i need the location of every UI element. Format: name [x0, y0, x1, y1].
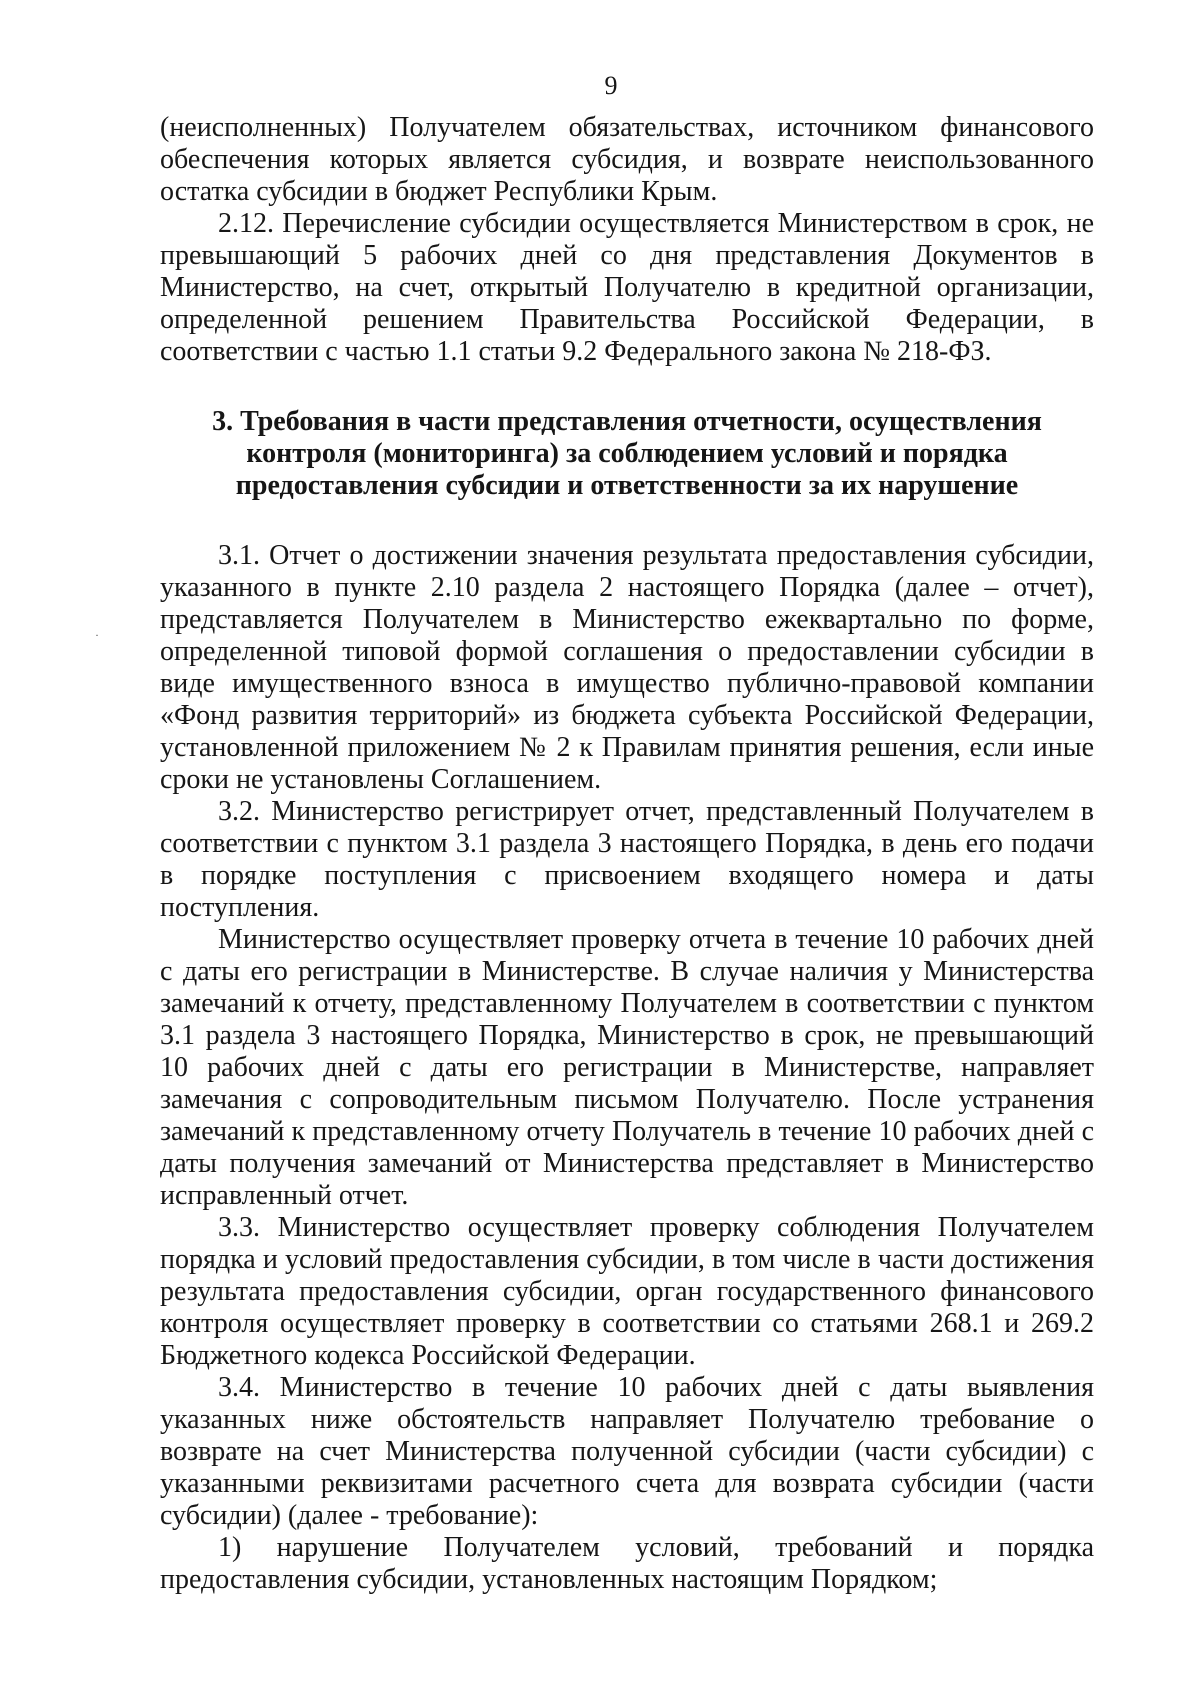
- list-item-1: 1) нарушение Получателем условий, требований и порядка предоставления субсидии, установленных настоящим Порядком;: [160, 1532, 1094, 1595]
- paragraph-3-3: 3.3. Министерство осуществляет проверку соблюдения Получателем порядка и условий предоставления субсидии, в том числе в части достижения результата предоставления субсидии, орган государственного финансового контроля осуществляет проверку в соответствии со статьями 268.1 и 269.2 Бюджетного кодекса Российской Федерации.: [160, 1212, 1094, 1371]
- scan-mark: ·: [95, 628, 99, 642]
- paragraph-continuation: (неисполненных) Получателем обязательствах, источником финансового обеспечения которых является субсидия, и возврате неиспользованного остатка субсидии в бюджет Республики Крым.: [160, 112, 1094, 207]
- paragraph-3-2: 3.2. Министерство регистрирует отчет, представленный Получателем в соответствии с пунктом 3.1 раздела 3 настоящего Порядка, в день его подачи в порядке поступления с присвоением входящего номера и даты поступления.: [160, 796, 1094, 923]
- paragraph-3-2-continued: Министерство осуществляет проверку отчета в течение 10 рабочих дней с даты его регистрации в Министерстве. В случае наличия у Министерства замечаний к отчету, представленному Получателем в соответствии с пунктом 3.1 раздела 3 настоящего Порядка, Министерство в срок, не превышающий 10 рабочих дней с даты его регистрации в Министерстве, направляет замечания с сопроводительным письмом Получателю. После устранения замечаний к представленному отчету Получатель в течение 10 рабочих дней с даты получения замечаний от Министерства представляет в Министерство исправленный отчет.: [160, 924, 1094, 1211]
- section-title-line: предоставления субсидии и ответственности за их нарушение: [235, 470, 1019, 501]
- section-title-line: контроля (мониторинга) за соблюдением условий и порядка: [246, 438, 1008, 469]
- page-number: 9: [604, 71, 618, 100]
- paragraph-2-12: 2.12. Перечисление субсидии осуществляется Министерством в срок, не превышающий 5 рабочих дней со дня представления Документов в Министерство, на счет, открытый Получателю в кредитной организации, определенной решением Правительства Российской Федерации, в соответствии с частью 1.1 статьи 9.2 Федерального закона № 218-ФЗ.: [160, 208, 1094, 367]
- section-3-heading: [160, 406, 1094, 502]
- section-title-line: 3. Требования в части представления отчетности, осуществления: [212, 406, 1042, 437]
- paragraph-3-1: 3.1. Отчет о достижении значения результата предоставления субсидии, указанного в пункте 2.10 раздела 2 настоящего Порядка (далее – отчет), представляется Получателем в Министерство ежеквартально по форме, определенной типовой формой соглашения о предоставлении субсидии в виде имущественного взноса в имущество публично-правовой компании «Фонд развития территорий» из бюджета субъекта Российской Федерации, установленной приложением № 2 к Правилам принятия решения, если иные сроки не установлены Соглашением.: [160, 540, 1094, 795]
- document-body: [160, 112, 1094, 1596]
- paragraph-3-4: 3.4. Министерство в течение 10 рабочих дней с даты выявления указанных ниже обстоятельств направляет Получателю требование о возврате на счет Министерства полученной субсидии (части субсидии) с указанными реквизитами расчетного счета для возврата субсидии (части субсидии) (далее - требование):: [160, 1372, 1094, 1531]
